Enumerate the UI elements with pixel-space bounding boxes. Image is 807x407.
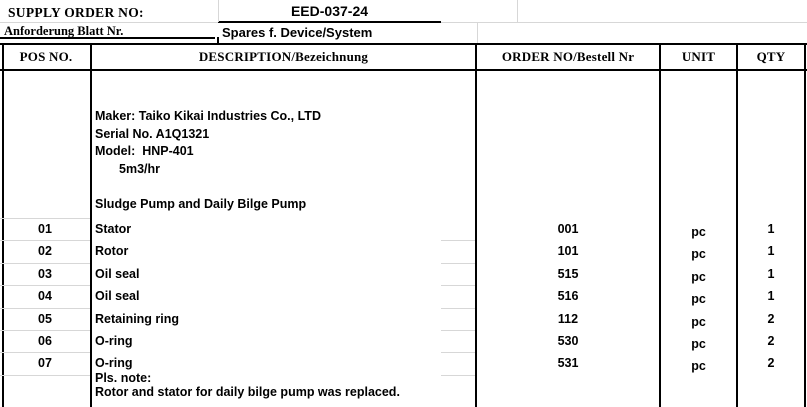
unit-column bbox=[661, 218, 736, 375]
unit-cell: pc bbox=[691, 359, 706, 374]
column-header-description: DESCRIPTION/Bezeichnung bbox=[198, 49, 369, 64]
order-no-cell: 112 bbox=[557, 311, 579, 326]
order-no-cell: 516 bbox=[557, 289, 579, 304]
maker-line: Maker: Taiko Kikai Industries Co., LTD bbox=[95, 109, 321, 123]
header-bottom-border bbox=[0, 69, 807, 71]
device-info-block bbox=[95, 108, 321, 213]
gridline bbox=[441, 22, 807, 23]
anforderung-label: Anforderung Blatt Nr. bbox=[0, 24, 215, 39]
qty-column bbox=[738, 218, 804, 375]
gridline bbox=[441, 330, 475, 331]
supply-order-label: SUPPLY ORDER NO: bbox=[8, 5, 144, 20]
column-header-pos: POS NO. bbox=[19, 49, 73, 64]
gridline bbox=[441, 285, 475, 286]
pos-column bbox=[0, 218, 90, 375]
model-line: Model: HNP-401 bbox=[95, 144, 194, 158]
unit-cell: pc bbox=[691, 247, 706, 262]
column-header-order-no: ORDER NO/Bestell Nr bbox=[501, 49, 635, 64]
unit-cell: pc bbox=[691, 292, 706, 307]
column-border-pos bbox=[90, 43, 92, 407]
description-cell: Stator bbox=[95, 222, 132, 236]
serial-line: Serial No. A1Q1321 bbox=[95, 126, 210, 141]
order-no-cell: 531 bbox=[557, 356, 579, 371]
pos-cell: 03 bbox=[38, 266, 52, 281]
order-no-cell: 530 bbox=[557, 333, 579, 348]
pos-cell: 02 bbox=[38, 244, 52, 259]
description-column bbox=[95, 218, 435, 375]
column-header-qty: QTY bbox=[756, 49, 786, 64]
gridline bbox=[441, 240, 475, 241]
table-border-right bbox=[804, 43, 806, 407]
pos-cell: 05 bbox=[38, 311, 52, 326]
pos-cell: 07 bbox=[38, 356, 52, 371]
column-header-unit: UNIT bbox=[681, 49, 716, 64]
qty-cell: 2 bbox=[767, 333, 775, 348]
description-cell: O-ring bbox=[95, 356, 133, 371]
qty-cell: 1 bbox=[767, 222, 775, 236]
unit-cell: pc bbox=[691, 314, 706, 329]
description-cell: O-ring bbox=[95, 333, 133, 348]
gridline bbox=[0, 22, 218, 23]
gridline bbox=[441, 352, 475, 353]
description-cell: Oil seal bbox=[95, 289, 140, 304]
qty-cell: 2 bbox=[767, 311, 775, 326]
order-no-cell: 515 bbox=[557, 266, 579, 281]
order-no-column bbox=[477, 218, 659, 375]
device-system-value: Spares f. Device/System bbox=[222, 25, 373, 40]
gridline bbox=[517, 0, 518, 22]
note-text: Rotor and stator for daily bilge pump was replaced. bbox=[95, 384, 400, 399]
gridline bbox=[0, 375, 90, 376]
unit-cell: pc bbox=[691, 269, 706, 284]
qty-cell: 2 bbox=[767, 356, 775, 371]
gridline bbox=[218, 0, 219, 22]
supply-order-number: EED-037-24 bbox=[218, 1, 441, 23]
qty-cell: 1 bbox=[767, 266, 775, 281]
gridline bbox=[441, 263, 475, 264]
pos-cell: 01 bbox=[38, 222, 52, 236]
gridline bbox=[477, 22, 478, 43]
order-no-cell: 001 bbox=[557, 222, 579, 236]
description-cell: Rotor bbox=[95, 244, 129, 259]
gridline bbox=[441, 375, 475, 376]
capacity-line: 5m3/hr bbox=[119, 161, 160, 176]
order-no-cell: 101 bbox=[557, 244, 579, 259]
blank-line bbox=[95, 178, 321, 196]
pos-cell: 04 bbox=[38, 289, 52, 304]
unit-cell: pc bbox=[691, 225, 706, 239]
pos-cell: 06 bbox=[38, 333, 52, 348]
description-cell: Retaining ring bbox=[95, 311, 180, 326]
gridline bbox=[441, 308, 475, 309]
equipment-line: Sludge Pump and Daily Bilge Pump bbox=[95, 196, 307, 211]
unit-cell: pc bbox=[691, 336, 706, 351]
description-cell: Oil seal bbox=[95, 266, 140, 281]
qty-cell: 1 bbox=[767, 289, 775, 304]
qty-cell: 1 bbox=[767, 244, 775, 259]
note-heading: Pls. note: bbox=[95, 371, 152, 385]
